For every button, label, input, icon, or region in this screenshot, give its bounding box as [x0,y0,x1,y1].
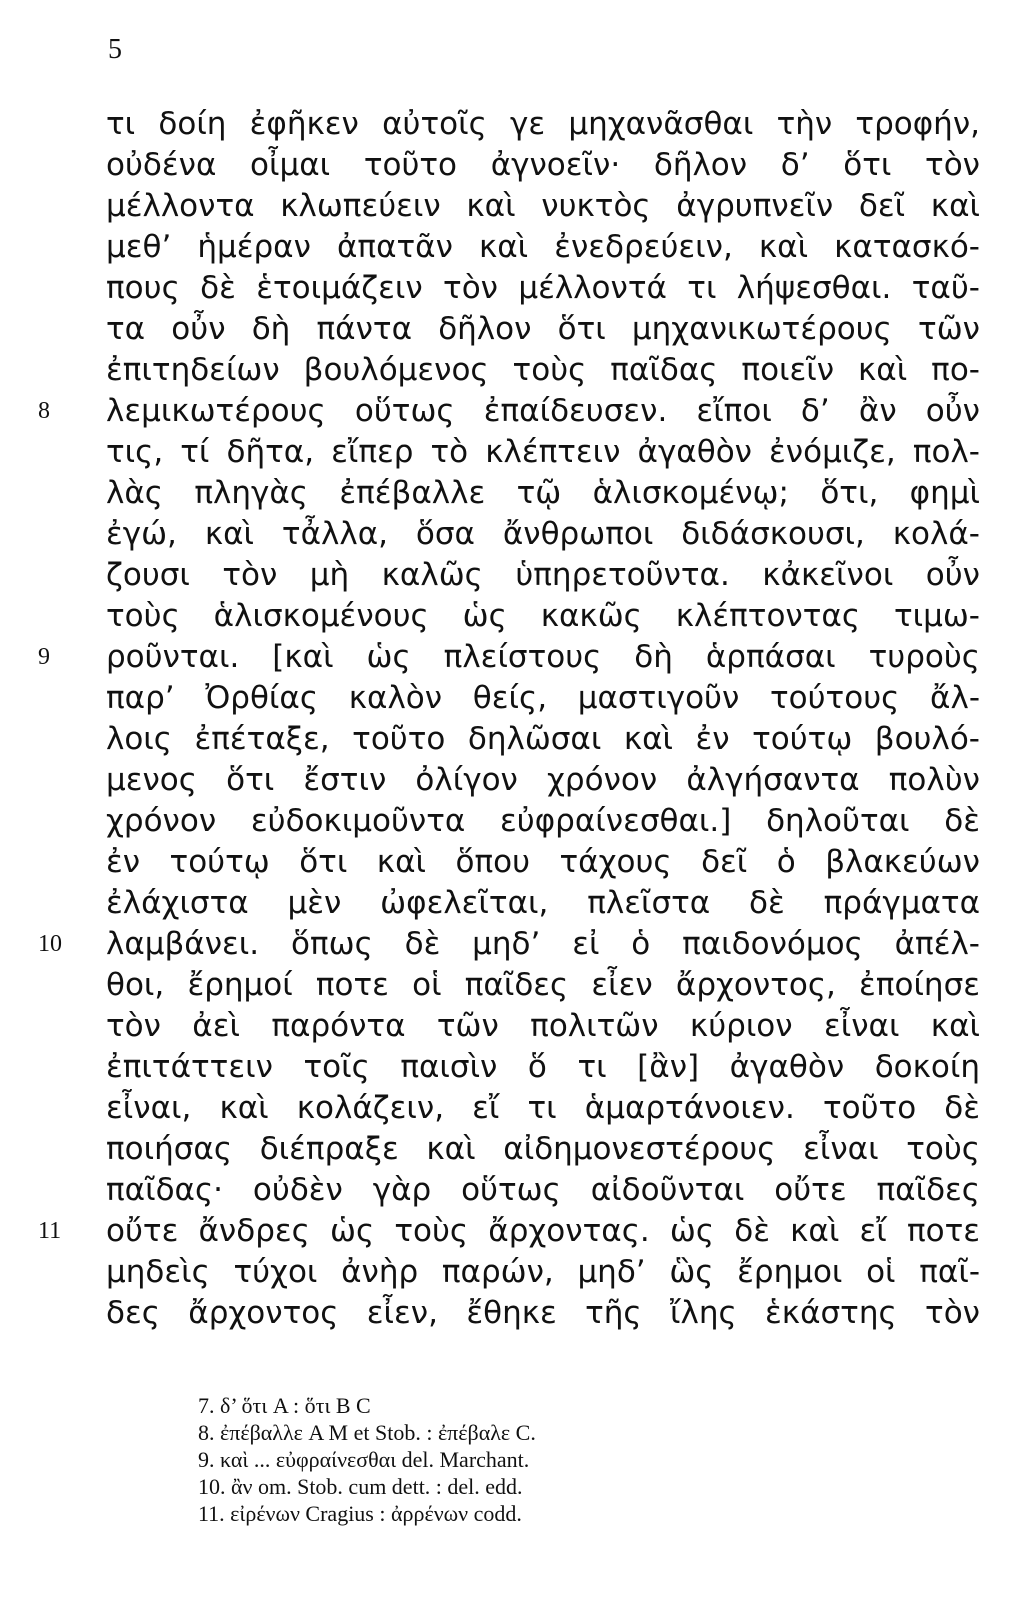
line-text: ἐν τούτῳ ὅτι καὶ ὅπου τάχους δεῖ ὁ βλακεύων [106,844,980,880]
line-text: λοις ἐπέταξε, τοῦτο δηλῶσαι καὶ ἐν τούτῳ βουλό- [106,721,980,757]
footnote: 7. δ’ ὅτι A : ὅτι B C [198,1393,371,1418]
text-line [38,1211,980,1252]
line-text: μενος ὅτι ἔστιν ὀλίγον χρόνον ἀλγήσαντα πολὺν [106,762,980,798]
line-text: ποιήσας διέπραξε καὶ αἰδημονεστέρους εἶναι τοὺς [106,1131,980,1167]
footnote: 11. εἰρένων Cragius : ἀρρένων codd. [198,1501,522,1526]
text-line [106,678,980,719]
text-line [106,432,980,473]
text-line [106,596,980,637]
line-text: τὸν ἀεὶ παρόντα τῶν πολιτῶν κύριον εἶναι καὶ [106,1008,980,1044]
footnote: 10. ἂν om. Stob. cum dett. : del. edd. [198,1474,523,1499]
text-line [106,842,980,883]
section-number: 9 [38,644,50,670]
line-text: τα οὖν δὴ πάντα δῆλον ὅτι μηχανικωτέρους τῶν [106,311,980,347]
text-line [106,104,980,145]
text-line [106,145,980,186]
line-text: ἐπιτάττειν τοῖς παισὶν ὅ τι [ἂν] ἀγαθὸν δοκοίη [106,1049,980,1085]
page-number: 5 [108,34,122,65]
line-text: ἐλάχιστα μὲν ὠφελεῖται, πλεῖστα δὲ πράγματα [106,885,980,921]
line-text: ζουσι τὸν μὴ καλῶς ὑπηρετοῦντα. κἀκεῖνοι οὖν [106,557,980,593]
text-line [106,186,980,227]
line-text: μηδεὶς τύχοι ἀνὴρ παρών, μηδ’ ὣς ἔρημοι οἱ παῖ- [106,1254,980,1290]
line-text: τις, τί δῆτα, εἴπερ τὸ κλέπτειν ἀγαθὸν ἐνόμιζε, πολ- [106,434,980,470]
section-number: 8 [38,398,50,424]
text-line [106,309,980,350]
line-text: χρόνον εὐδοκιμοῦντα εὐφραίνεσθαι.] δηλοῦται δὲ [106,803,980,839]
text-line [38,391,980,432]
line-text: εἶναι, καὶ κολάζειν, εἴ τι ἁμαρτάνοιεν. τοῦτο δὲ [106,1090,980,1126]
line-text: τοὺς ἁλισκομένους ὡς κακῶς κλέπτοντας τιμω- [106,598,980,634]
line-text: δες ἄρχοντος εἶεν, ἔθηκε τῆς ἴλης ἑκάστης τὸν [106,1295,980,1331]
footnote: 9. καὶ ... εὐφραίνεσθαι del. Marchant. [198,1447,530,1472]
text-line [106,1006,980,1047]
main-text [38,104,980,1334]
line-text: μεθ’ ἡμέραν ἀπατᾶν καὶ ἐνεδρεύειν, καὶ κατασκό- [106,229,980,265]
line-text: λὰς πληγὰς ἐπέβαλλε τῷ ἁλισκομένῳ; ὅτι, φημὶ [106,475,980,511]
text-line [106,1129,980,1170]
text-line [38,924,980,965]
line-text: παῖδας· οὐδὲν γὰρ οὕτως αἰδοῦνται οὔτε παῖδες [106,1172,980,1208]
section-number: 10 [38,931,62,957]
text-line [106,965,980,1006]
line-text: πους δὲ ἑτοιμάζειν τὸν μέλλοντά τι λήψεσθαι. ταῦ- [106,270,980,306]
text-line [106,268,980,309]
line-text: μέλλοντα κλωπεύειν καὶ νυκτὸς ἀγρυπνεῖν δεῖ καὶ [106,188,980,224]
line-text: λαμβάνει. ὅπως δὲ μηδ’ εἰ ὁ παιδονόμος ἀπέλ- [106,926,980,962]
text-line [106,1088,980,1129]
critical-apparatus [198,1392,698,1527]
text-line [106,473,980,514]
text-line [38,637,980,678]
line-text: οὔτε ἄνδρες ὡς τοὺς ἄρχοντας. ὡς δὲ καὶ εἴ ποτε [106,1213,980,1249]
line-text: λεμικωτέρους οὕτως ἐπαίδευσεν. εἴποι δ’ ἂν οὖν [106,393,980,429]
line-text: ἐπιτηδείων βουλόμενος τοὺς παῖδας ποιεῖν καὶ πο- [106,352,980,388]
text-line [106,1293,980,1334]
text-line [106,1047,980,1088]
text-line [106,801,980,842]
text-line [106,555,980,596]
line-text: θοι, ἔρημοί ποτε οἱ παῖδες εἶεν ἄρχοντος, ἐποίησε [106,967,980,1003]
text-line [106,883,980,924]
text-line [106,350,980,391]
text-line [106,719,980,760]
text-line [106,1170,980,1211]
text-line [106,227,980,268]
text-line [106,760,980,801]
line-text: παρ’ Ὀρθίας καλὸν θείς, μαστιγοῦν τούτους ἄλ- [106,680,980,716]
section-number: 11 [38,1218,62,1244]
footnote: 8. ἐπέβαλλε A M et Stob. : ἐπέβαλε C. [198,1420,536,1445]
line-text: τι δοίη ἐφῆκεν αὐτοῖς γε μηχανᾶσθαι τὴν τροφήν, [106,106,980,142]
text-line [106,514,980,555]
text-line [106,1252,980,1293]
line-text: ροῦνται. [καὶ ὡς πλείστους δὴ ἁρπάσαι τυροὺς [106,639,980,675]
line-text: οὐδένα οἶμαι τοῦτο ἀγνοεῖν· δῆλον δ’ ὅτι τὸν [106,147,980,183]
line-text: ἐγώ, καὶ τἆλλα, ὅσα ἄνθρωποι διδάσκουσι, κολά- [106,516,980,552]
